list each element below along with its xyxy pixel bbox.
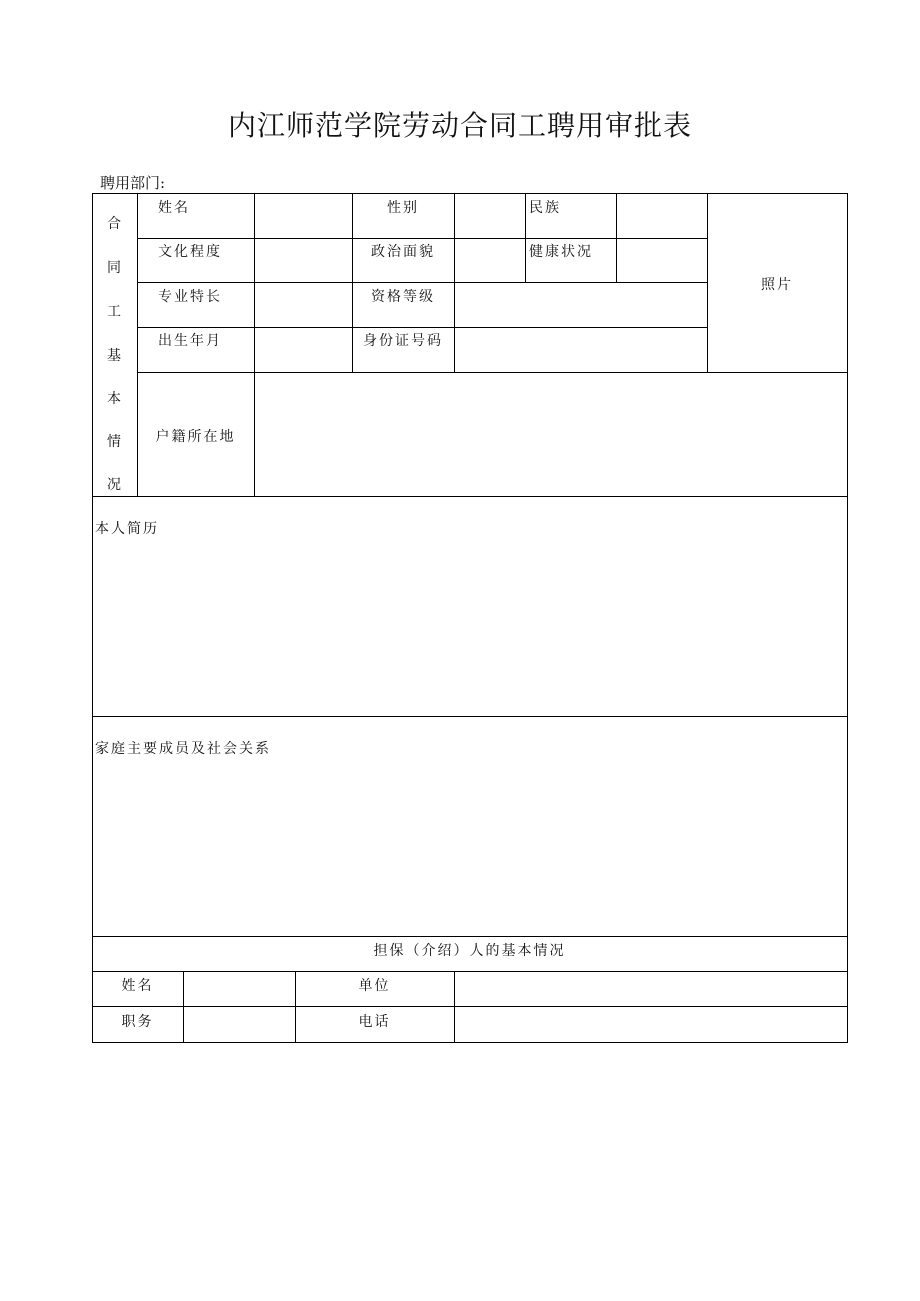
guarantor-heading: 担保（介绍）人的基本情况	[373, 943, 566, 959]
label-health: 健康状况	[529, 244, 593, 260]
section-label-char: 情	[107, 434, 121, 450]
label-family: 家庭主要成员及社会关系	[95, 741, 271, 757]
label-id-number: 身份证号码	[363, 333, 443, 349]
label-gender: 性别	[387, 200, 419, 216]
label-education: 文化程度	[158, 244, 222, 260]
label-qualification: 资格等级	[371, 289, 435, 305]
label-guarantor-position: 职务	[121, 1014, 154, 1030]
label-ethnicity: 民族	[529, 200, 561, 216]
photo-placeholder: 照片	[761, 277, 793, 293]
label-political-status: 政治面貌	[371, 244, 435, 260]
department-label: 聘用部门:	[100, 174, 166, 192]
label-name: 姓名	[158, 200, 190, 216]
section-label-char: 工	[107, 304, 121, 320]
label-guarantor-name: 姓名	[121, 978, 154, 994]
label-guarantor-unit: 单位	[358, 978, 391, 994]
label-birth-date: 出生年月	[158, 333, 222, 349]
section-label-char: 况	[107, 477, 121, 493]
section-label-char: 合	[107, 216, 121, 232]
label-hukou: 户籍所在地	[155, 429, 236, 445]
section-label-char: 基	[107, 348, 121, 364]
section-label-char: 本	[107, 391, 121, 407]
label-resume: 本人简历	[95, 521, 159, 537]
label-guarantor-phone: 电话	[358, 1014, 391, 1030]
page-title: 内江师范学院劳动合同工聘用审批表	[227, 109, 692, 142]
section-label-char: 同	[107, 260, 121, 276]
label-specialty: 专业特长	[158, 289, 222, 305]
